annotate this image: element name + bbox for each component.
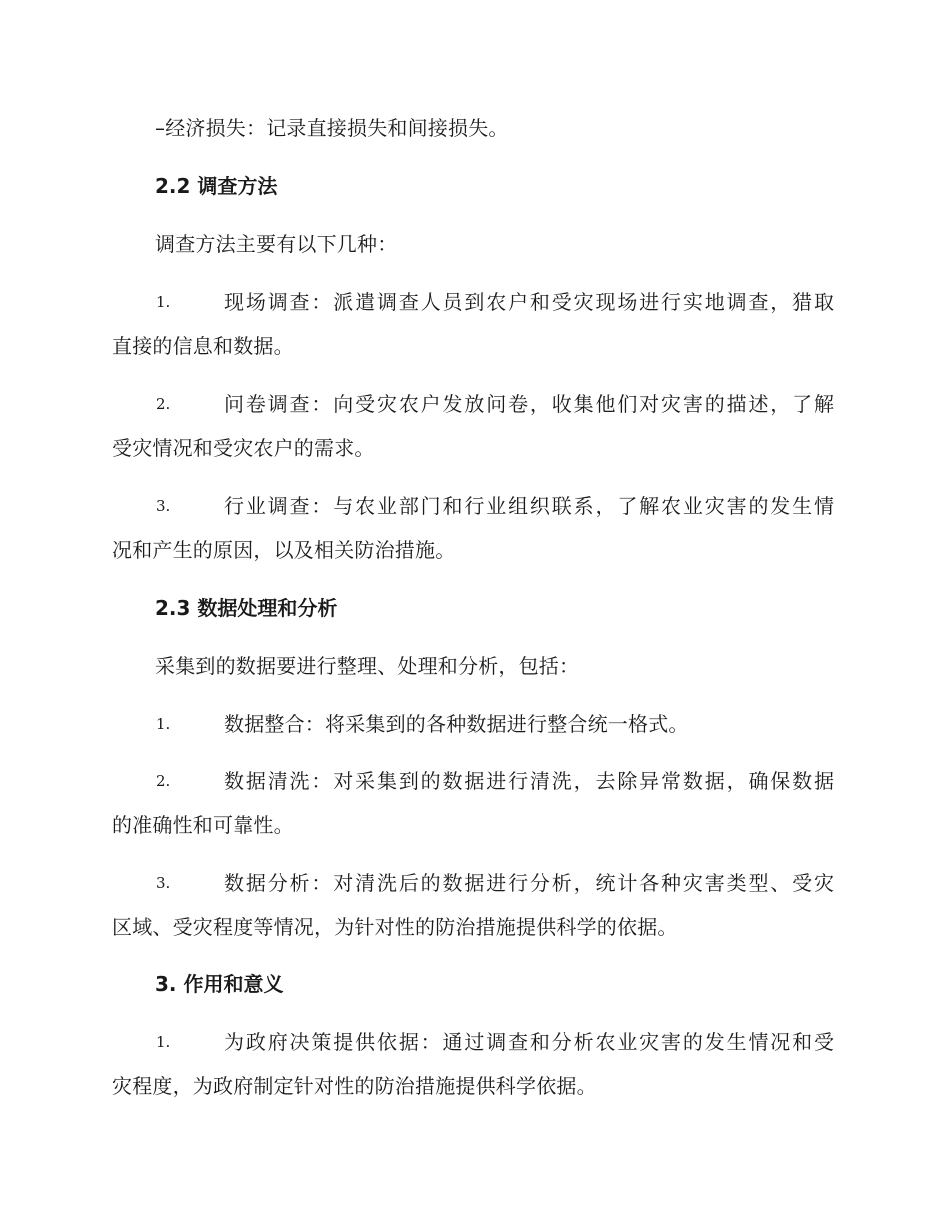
list-item-text: 数据分析：对清洗后的数据进行分析，统计各种灾害类型、受灾	[224, 871, 834, 895]
section-heading-2-3: 2.3 数据处理和分析	[155, 596, 338, 620]
list-number: 1.	[156, 1033, 171, 1051]
list-number: 2.	[156, 395, 171, 413]
list-number: 1.	[156, 715, 171, 733]
section-heading-3: 3. 作用和意义	[155, 972, 284, 996]
list-item-text: 数据整合：将采集到的各种数据进行整合统一格式。	[224, 712, 689, 736]
section-heading-2-2: 2.2 调查方法	[155, 174, 278, 198]
intro-line: –经济损失：记录直接损失和间接损失。	[155, 116, 509, 140]
list-number: 3.	[156, 874, 171, 892]
list-item-text-cont: 区域、受灾程度等情况，为针对性的防治措施提供科学的依据。	[112, 915, 678, 939]
list-item-text: 问卷调查：向受灾农户发放问卷，收集他们对灾害的描述，了解	[224, 392, 834, 416]
list-item-text: 为政府决策提供依据：通过调查和分析农业灾害的发生情况和受	[224, 1030, 834, 1054]
list-item-text: 行业调查：与农业部门和行业组织联系，了解农业灾害的发生情	[224, 494, 834, 518]
list-item-text: 数据清洗：对采集到的数据进行清洗，去除异常数据，确保数据	[224, 769, 834, 793]
list-item-text-cont: 直接的信息和数据。	[112, 334, 294, 358]
section-2-2-lead: 调查方法主要有以下几种：	[155, 232, 398, 256]
list-item-text-cont: 况和产生的原因，以及相关防治措施。	[112, 538, 456, 562]
section-2-3-lead: 采集到的数据要进行整理、处理和分析，包括：	[155, 654, 580, 678]
list-item-text-cont: 的准确性和可靠性。	[112, 813, 294, 837]
list-item-text: 现场调查：派遣调查人员到农户和受灾现场进行实地调查，猎取	[224, 290, 834, 314]
list-number: 3.	[156, 497, 171, 515]
list-item-text-cont: 受灾情况和受灾农户的需求。	[112, 436, 375, 460]
list-number: 1.	[156, 293, 171, 311]
list-number: 2.	[156, 772, 171, 790]
list-item-text-cont: 灾程度，为政府制定针对性的防治措施提供科学依据。	[112, 1074, 597, 1098]
